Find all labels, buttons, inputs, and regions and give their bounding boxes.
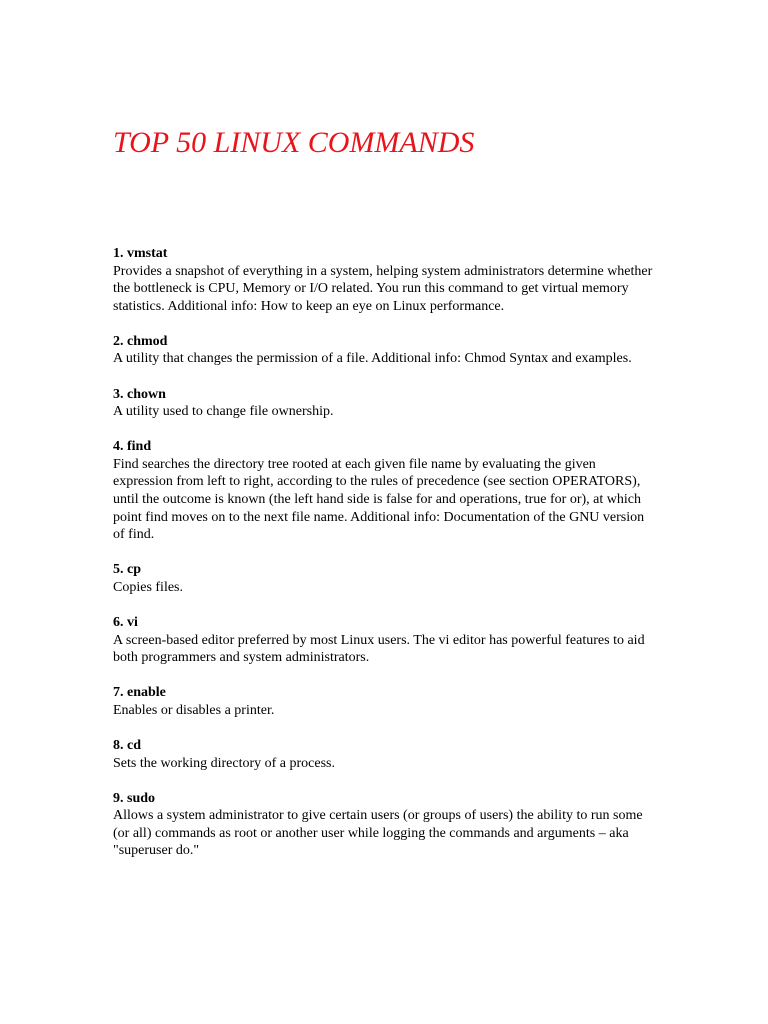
- command-entry: [113, 561, 653, 596]
- command-heading: 8. cd: [113, 737, 141, 753]
- command-heading: 4. find: [113, 439, 152, 455]
- command-entry: [113, 790, 653, 860]
- command-description: A utility that changes the permission of a file. Additional info: Chmod Syntax and examples.: [113, 351, 632, 367]
- command-description: Sets the working directory of a process.: [113, 755, 335, 771]
- command-description: Find searches the directory tree rooted at each given file name by evaluating the given expression from left to right, according to the rules of precedence (see section OPERATORS), until the outcome is known (the left hand side is false for and operations, true for or), at which point find moves on to the next file name. Additional info: Documentation of the GNU version of find.: [113, 456, 645, 543]
- command-description: Copies files.: [113, 579, 183, 595]
- command-heading: 2. chmod: [113, 333, 168, 349]
- command-heading: 3. chown: [113, 386, 166, 402]
- page-title: TOP 50 LINUX COMMANDS: [113, 126, 475, 159]
- command-heading: 1. vmstat: [113, 246, 168, 261]
- command-entry: [113, 737, 653, 772]
- command-description: Allows a system administrator to give certain users (or groups of users) the ability to run some (or all) commands as root or another user while logging the commands and arguments – aka "superuser do.": [113, 808, 643, 859]
- command-heading: 9. sudo: [113, 790, 156, 806]
- command-entry: [113, 245, 653, 315]
- command-description: A screen-based editor preferred by most Linux users. The vi editor has powerful features to aid both programmers and system administrators.: [113, 632, 645, 666]
- command-heading: 7. enable: [113, 685, 166, 701]
- command-description: A utility used to change file ownership.: [113, 404, 334, 420]
- command-entry: [113, 614, 653, 667]
- command-entry: [113, 684, 653, 719]
- command-entry: [113, 438, 653, 544]
- command-description: Provides a snapshot of everything in a system, helping system administrators determine whether the bottleneck is CPU, Memory or I/O related. You run this command to get virtual memory statistics. Additional info: How to keep an eye on Linux performance.: [113, 263, 653, 314]
- command-entry: [113, 333, 653, 368]
- command-heading: 6. vi: [113, 615, 138, 630]
- command-entry: [113, 386, 653, 421]
- command-heading: 5. cp: [113, 562, 141, 578]
- command-description: Enables or disables a printer.: [113, 702, 275, 718]
- command-list: [113, 245, 653, 878]
